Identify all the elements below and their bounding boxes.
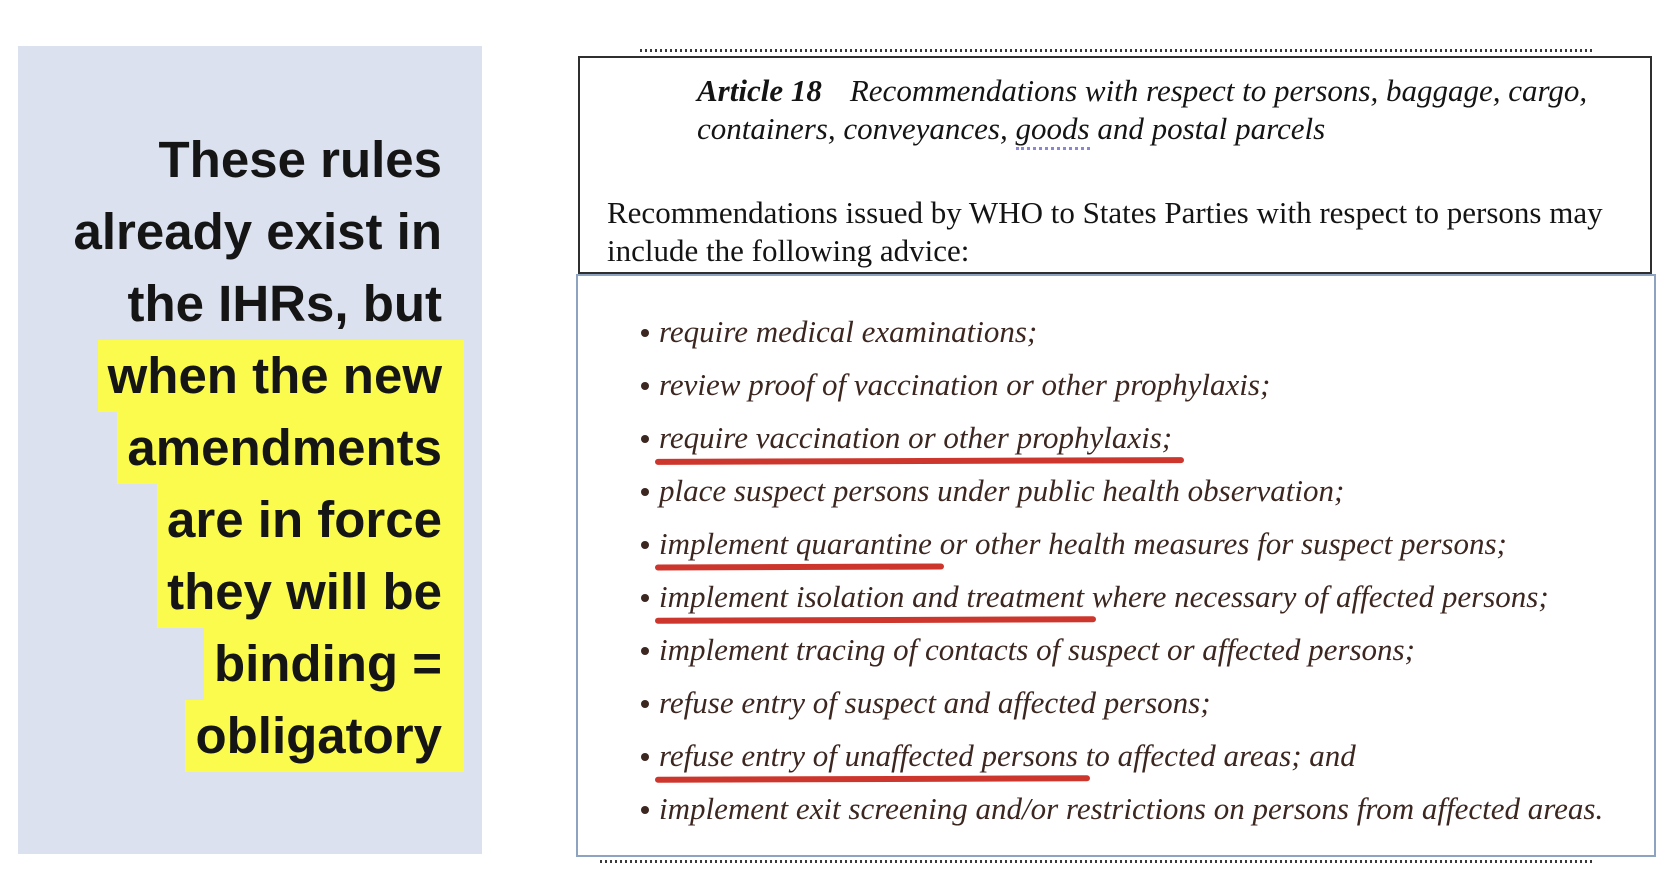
advice-item bbox=[578, 411, 1654, 464]
advice-text: implement tracing of contacts of suspect or affected persons; bbox=[659, 632, 1415, 667]
advice-item bbox=[578, 782, 1654, 835]
article-title-line1: Recommendations with respect to persons, baggage, cargo, bbox=[849, 73, 1588, 108]
advice-item bbox=[578, 305, 1654, 358]
recommendations-intro bbox=[607, 194, 1603, 270]
claim-line-text-highlighted: they will be bbox=[157, 556, 464, 628]
claim-line-text-highlighted: are in force bbox=[157, 484, 464, 556]
grammar-check-underlined-word: goods bbox=[1016, 111, 1090, 150]
claim-line bbox=[18, 196, 442, 268]
advice-list bbox=[578, 276, 1654, 835]
intro-line2: include the following advice: bbox=[607, 233, 970, 268]
article-number-label: Article 18 bbox=[697, 73, 822, 108]
advice-text: require medical examinations; bbox=[659, 314, 1038, 349]
red-underlined-text: refuse entry of unaffected persons bbox=[659, 738, 1078, 773]
advice-item bbox=[578, 623, 1654, 676]
advice-item bbox=[578, 570, 1654, 623]
claim-line-text: the IHRs, but bbox=[127, 275, 442, 332]
article-heading bbox=[697, 72, 1587, 148]
claim-panel bbox=[18, 46, 482, 854]
advice-text: where necessary of affected persons; bbox=[1084, 579, 1549, 614]
red-underlined-text: implement quarantine bbox=[659, 526, 932, 561]
advice-text: place suspect persons under public health observation; bbox=[659, 473, 1345, 508]
claim-line bbox=[18, 340, 442, 412]
advice-text: or other health measures for suspect persons; bbox=[931, 526, 1507, 561]
advice-item bbox=[578, 464, 1654, 517]
article-title-line2-post: and postal parcels bbox=[1089, 111, 1326, 146]
claim-line bbox=[18, 556, 442, 628]
claim-line bbox=[18, 484, 442, 556]
advice-text: review proof of vaccination or other prophylaxis; bbox=[659, 367, 1271, 402]
red-underlined-text: implement isolation and treatment bbox=[659, 579, 1085, 614]
page-boundary-dotted-line-bottom bbox=[600, 860, 1595, 863]
advice-list-box bbox=[576, 274, 1656, 857]
advice-item bbox=[578, 358, 1654, 411]
advice-item bbox=[578, 729, 1654, 782]
red-underlined-text: require vaccination or other prophylaxis; bbox=[659, 420, 1173, 455]
claim-line bbox=[18, 700, 442, 772]
claim-line bbox=[18, 628, 442, 700]
page-boundary-dotted-line-top bbox=[640, 49, 1595, 52]
claim-line-text-highlighted: obligatory bbox=[185, 700, 464, 772]
advice-item bbox=[578, 517, 1654, 570]
claim-line-text-highlighted: amendments bbox=[117, 412, 464, 484]
advice-text: implement exit screening and/or restrictions on persons from affected areas. bbox=[659, 791, 1604, 826]
claim-line-text-highlighted: when the new bbox=[98, 340, 464, 412]
intro-line1: Recommendations issued by WHO to States Parties with respect to persons may bbox=[607, 195, 1603, 230]
claim-line-text: already exist in bbox=[73, 203, 442, 260]
claim-line-text: These rules bbox=[158, 131, 442, 188]
claim-line bbox=[18, 124, 442, 196]
article-header-box bbox=[578, 56, 1652, 274]
article-title-line2-pre: containers, conveyances, bbox=[697, 111, 1016, 146]
claim-line-text-highlighted: binding = bbox=[204, 628, 464, 700]
advice-text: to affected areas; and bbox=[1077, 738, 1356, 773]
claim-line bbox=[18, 268, 442, 340]
advice-text: refuse entry of suspect and affected persons; bbox=[659, 685, 1211, 720]
claim-line bbox=[18, 412, 442, 484]
claim-text-block bbox=[18, 124, 442, 772]
advice-item bbox=[578, 676, 1654, 729]
